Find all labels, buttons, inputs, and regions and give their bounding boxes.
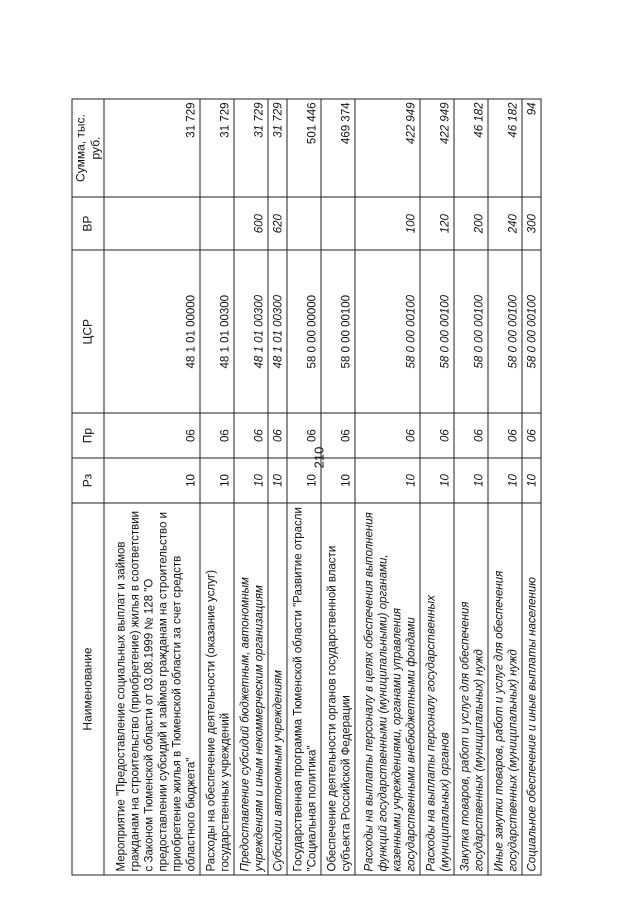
cell-sum: 31 729 <box>234 99 268 197</box>
cell-pr: 06 <box>104 413 200 458</box>
cell-sum: 46 182 <box>454 99 488 197</box>
table-row <box>522 99 541 875</box>
table-row <box>488 99 522 875</box>
cell-csr: 48 1 01 00300 <box>268 250 287 413</box>
cell-rz: 10 <box>104 458 200 503</box>
cell-csr: 58 0 00 00100 <box>488 250 522 413</box>
cell-name: Иные закупки товаров, работ и услуг для обеспечения государственных (муниципальных) нужд <box>488 503 522 875</box>
header-csr: ЦСР <box>72 250 104 413</box>
cell-sum: 422 949 <box>355 99 420 197</box>
cell-csr: 48 1 01 00300 <box>200 250 234 413</box>
table-row <box>268 99 287 875</box>
header-sum: Сумма, тыс. руб. <box>72 99 104 197</box>
cell-sum: 94 <box>522 99 541 197</box>
cell-pr: 06 <box>268 413 287 458</box>
budget-table <box>72 99 542 876</box>
cell-csr: 58 0 00 00100 <box>454 250 488 413</box>
cell-sum: 31 729 <box>268 99 287 197</box>
cell-sum: 501 446 <box>287 99 321 197</box>
page-number: 210 <box>311 446 327 469</box>
cell-sum: 31 729 <box>104 99 200 197</box>
table-header-row <box>72 99 104 875</box>
table-row <box>355 99 420 875</box>
cell-name: Расходы на выплаты персоналу в целях обеспечения выполнения функций государственными (муниципальными) органами, казенными учреждениями, органами управления государственными внебюджетными фондами <box>355 503 420 875</box>
table-row <box>104 99 200 875</box>
cell-rz: 10 <box>355 458 420 503</box>
cell-vr: 600 <box>234 197 268 250</box>
cell-csr: 58 0 00 00100 <box>355 250 420 413</box>
cell-name: Расходы на выплаты персоналу государственных (муниципальных) органов <box>420 503 454 875</box>
cell-rz: 10 <box>454 458 488 503</box>
cell-csr: 58 0 00 00000 <box>287 250 321 413</box>
table-row <box>321 99 355 875</box>
header-pr: Пр <box>72 413 104 458</box>
cell-rz: 10 <box>200 458 234 503</box>
cell-vr <box>200 197 234 250</box>
cell-pr: 06 <box>488 413 522 458</box>
cell-vr <box>104 197 200 250</box>
cell-rz: 10 <box>321 458 355 503</box>
cell-vr: 100 <box>355 197 420 250</box>
cell-csr: 58 0 00 00100 <box>522 250 541 413</box>
cell-sum: 469 374 <box>321 99 355 197</box>
cell-vr <box>321 197 355 250</box>
cell-pr: 06 <box>200 413 234 458</box>
cell-name: Социальное обеспечение и иные выплаты населению <box>522 503 541 875</box>
cell-name: Субсидии автономным учреждениям <box>268 503 287 875</box>
cell-vr: 200 <box>454 197 488 250</box>
cell-rz: 10 <box>488 458 522 503</box>
cell-vr: 120 <box>420 197 454 250</box>
cell-name: Расходы на обеспечение деятельности (оказание услуг) государственных учреждений <box>200 503 234 875</box>
cell-vr: 300 <box>522 197 541 250</box>
cell-rz: 10 <box>420 458 454 503</box>
table-row <box>454 99 488 875</box>
cell-rz: 10 <box>268 458 287 503</box>
cell-pr: 06 <box>420 413 454 458</box>
table-body <box>104 99 541 875</box>
cell-csr: 48 1 01 00300 <box>234 250 268 413</box>
table-row <box>200 99 234 875</box>
cell-pr: 06 <box>234 413 268 458</box>
header-name: Наименование <box>72 503 104 875</box>
cell-pr: 06 <box>321 413 355 458</box>
cell-csr: 58 0 00 00100 <box>420 250 454 413</box>
budget-table-container <box>72 99 542 876</box>
cell-csr: 48 1 01 00000 <box>104 250 200 413</box>
cell-vr <box>287 197 321 250</box>
table-row <box>420 99 454 875</box>
cell-vr: 620 <box>268 197 287 250</box>
header-vr: ВР <box>72 197 104 250</box>
table-row <box>234 99 268 875</box>
cell-sum: 31 729 <box>200 99 234 197</box>
cell-rz: 10 <box>522 458 541 503</box>
header-rz: Рз <box>72 458 104 503</box>
cell-name: Закупка товаров, работ и услуг для обеспечения государственных (муниципальных) нужд <box>454 503 488 875</box>
cell-pr: 06 <box>355 413 420 458</box>
cell-pr: 06 <box>454 413 488 458</box>
cell-name: Предоставление субсидий бюджетным, автономным учреждениям и иным некоммерческим организациям <box>234 503 268 875</box>
cell-name: Государственная программа Тюменской области "Развитие отрасли "Социальная политика" <box>287 503 321 875</box>
cell-sum: 46 182 <box>488 99 522 197</box>
cell-rz: 10 <box>287 458 321 503</box>
cell-name: Мероприятие "Предоставление социальных выплат и займов гражданам на строительство (приобретение) жилья в соответствии с Законом Тюменской области от 03.08.1999 № 128 "О предоставлении субсидий и займов гражданам на строительство и приобретение жилья в Тюменской области за счет средств областного бюджета" <box>104 503 200 875</box>
cell-rz: 10 <box>234 458 268 503</box>
cell-pr: 06 <box>287 413 321 458</box>
table-row <box>287 99 321 875</box>
cell-vr: 240 <box>488 197 522 250</box>
cell-sum: 422 949 <box>420 99 454 197</box>
cell-pr: 06 <box>522 413 541 458</box>
cell-name: Обеспечение деятельности органов государственной власти субъекта Российской Федерации <box>321 503 355 875</box>
cell-csr: 58 0 00 00100 <box>321 250 355 413</box>
